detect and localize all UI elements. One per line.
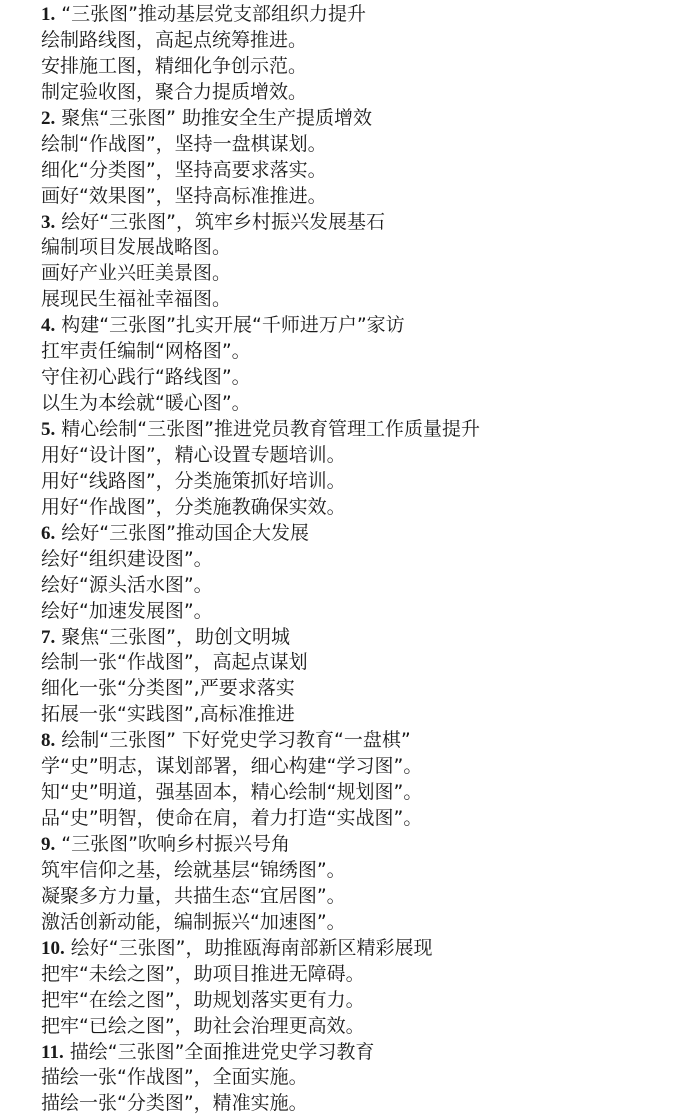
section-title: 聚焦“三张图” 助推安全生产提质增效 [61, 106, 373, 129]
section-item: 把牢“在绘之图”，助规划落实更有力。 [41, 988, 365, 1011]
section-item: 守住初心践行“路线图”。 [41, 366, 251, 389]
section-heading [41, 832, 683, 858]
section-number: 2. [41, 107, 56, 129]
section-item: 细化一张“分类图”,严要求落实 [41, 677, 295, 700]
section-title: 绘好“三张图”，筑牢乡村振兴发展基石 [61, 210, 385, 233]
section-item: 以生为本绘就“暖心图”。 [41, 392, 251, 415]
section-title: 绘好“三张图”推动国企大发展 [61, 521, 309, 544]
section-title: 描绘“三张图”全面推进党史学习教育 [69, 1040, 375, 1063]
section-title: “三张图”推动基层党支部组织力提升 [61, 3, 366, 25]
section-item: 学“史”明志，谋划部署，细心构建“学习图”。 [41, 755, 423, 778]
section-number: 5. [41, 419, 56, 440]
section-item: 用好“设计图”，精心设置专题培训。 [41, 443, 346, 466]
section-item: 绘好“加速发展图”。 [41, 599, 213, 622]
section-item: 凝聚多方力量，共描生态“宜居图”。 [41, 884, 346, 907]
section-item: 画好“效果图”，坚持高标准推进。 [41, 184, 327, 207]
section-item: 绘好“组织建设图”。 [41, 547, 213, 570]
section-number: 8. [41, 730, 56, 752]
section-item: 知“史”明道，强基固本，精心绘制“规划图”。 [41, 781, 423, 804]
section-heading [41, 313, 683, 339]
section-heading [41, 106, 683, 132]
section-item: 激活创新动能，编制振兴“加速图”。 [41, 910, 346, 933]
section-heading [41, 728, 683, 754]
section-item: 画好产业兴旺美景图。 [41, 262, 232, 285]
section-item: 绘制一张“作战图”，高起点谋划 [41, 651, 308, 674]
section-item: 品“史”明智，使命在肩，着力打造“实战图”。 [41, 807, 423, 830]
section-heading [41, 625, 683, 651]
section-number: 6. [41, 522, 56, 544]
section-number: 1. [41, 4, 56, 25]
section-heading [41, 417, 683, 443]
section-heading [41, 521, 683, 547]
section-heading [41, 2, 683, 28]
section-item: 把牢“未绘之图”，助项目推进无障碍。 [41, 962, 365, 985]
section-title: 构建“三张图”扎实开展“千师进万户”家访 [61, 314, 405, 337]
section-item: 展现民生福祉幸福图。 [41, 288, 232, 311]
section-number: 11. [41, 1041, 64, 1063]
section-item: 细化“分类图”，坚持高要求落实。 [41, 158, 327, 181]
section-item: 绘制路线图，高起点统筹推进。 [41, 28, 308, 51]
section-number: 7. [41, 626, 56, 648]
section-item: 描绘一张“作战图”，全面实施。 [41, 1066, 308, 1089]
section-title: 精心绘制“三张图”推进党员教育管理工作质量提升 [61, 418, 480, 440]
section-item: 编制项目发展战略图。 [41, 236, 232, 259]
section-number: 9. [41, 834, 56, 855]
section-item: 筑牢信仰之基，绘就基层“锦绣图”。 [41, 858, 346, 881]
section-heading [41, 936, 683, 962]
section-number: 4. [41, 315, 56, 337]
section-item: 用好“线路图”，分类施策抓好培训。 [41, 469, 346, 492]
section-title: 绘好“三张图”，助推瓯海南部新区精彩展现 [70, 936, 433, 959]
section-item: 描绘一张“分类图”，精准实施。 [41, 1092, 308, 1115]
section-heading [41, 1040, 683, 1066]
section-item: 扛牢责任编制“网格图”。 [41, 340, 251, 363]
document-body [41, 2, 683, 1117]
section-title: 绘制“三张图” 下好党史学习教育“一盘棋” [61, 729, 411, 752]
section-item: 安排施工图，精细化争创示范。 [41, 54, 308, 77]
section-number: 10. [41, 937, 65, 959]
section-item: 把牢“已绘之图”，助社会治理更高效。 [41, 1014, 365, 1037]
section-title: “三张图”吹响乡村振兴号角 [61, 833, 290, 855]
section-item: 用好“作战图”，分类施教确保实效。 [41, 495, 346, 518]
section-item: 拓展一张“实践图”,高标准推进 [41, 703, 295, 726]
section-heading [41, 210, 683, 236]
section-number: 3. [41, 211, 56, 233]
section-title: 聚焦“三张图”，助创文明城 [61, 625, 290, 648]
section-item: 绘好“源头活水图”。 [41, 573, 213, 596]
section-item: 绘制“作战图”，坚持一盘棋谋划。 [41, 132, 327, 155]
section-item: 制定验收图，聚合力提质增效。 [41, 80, 308, 103]
